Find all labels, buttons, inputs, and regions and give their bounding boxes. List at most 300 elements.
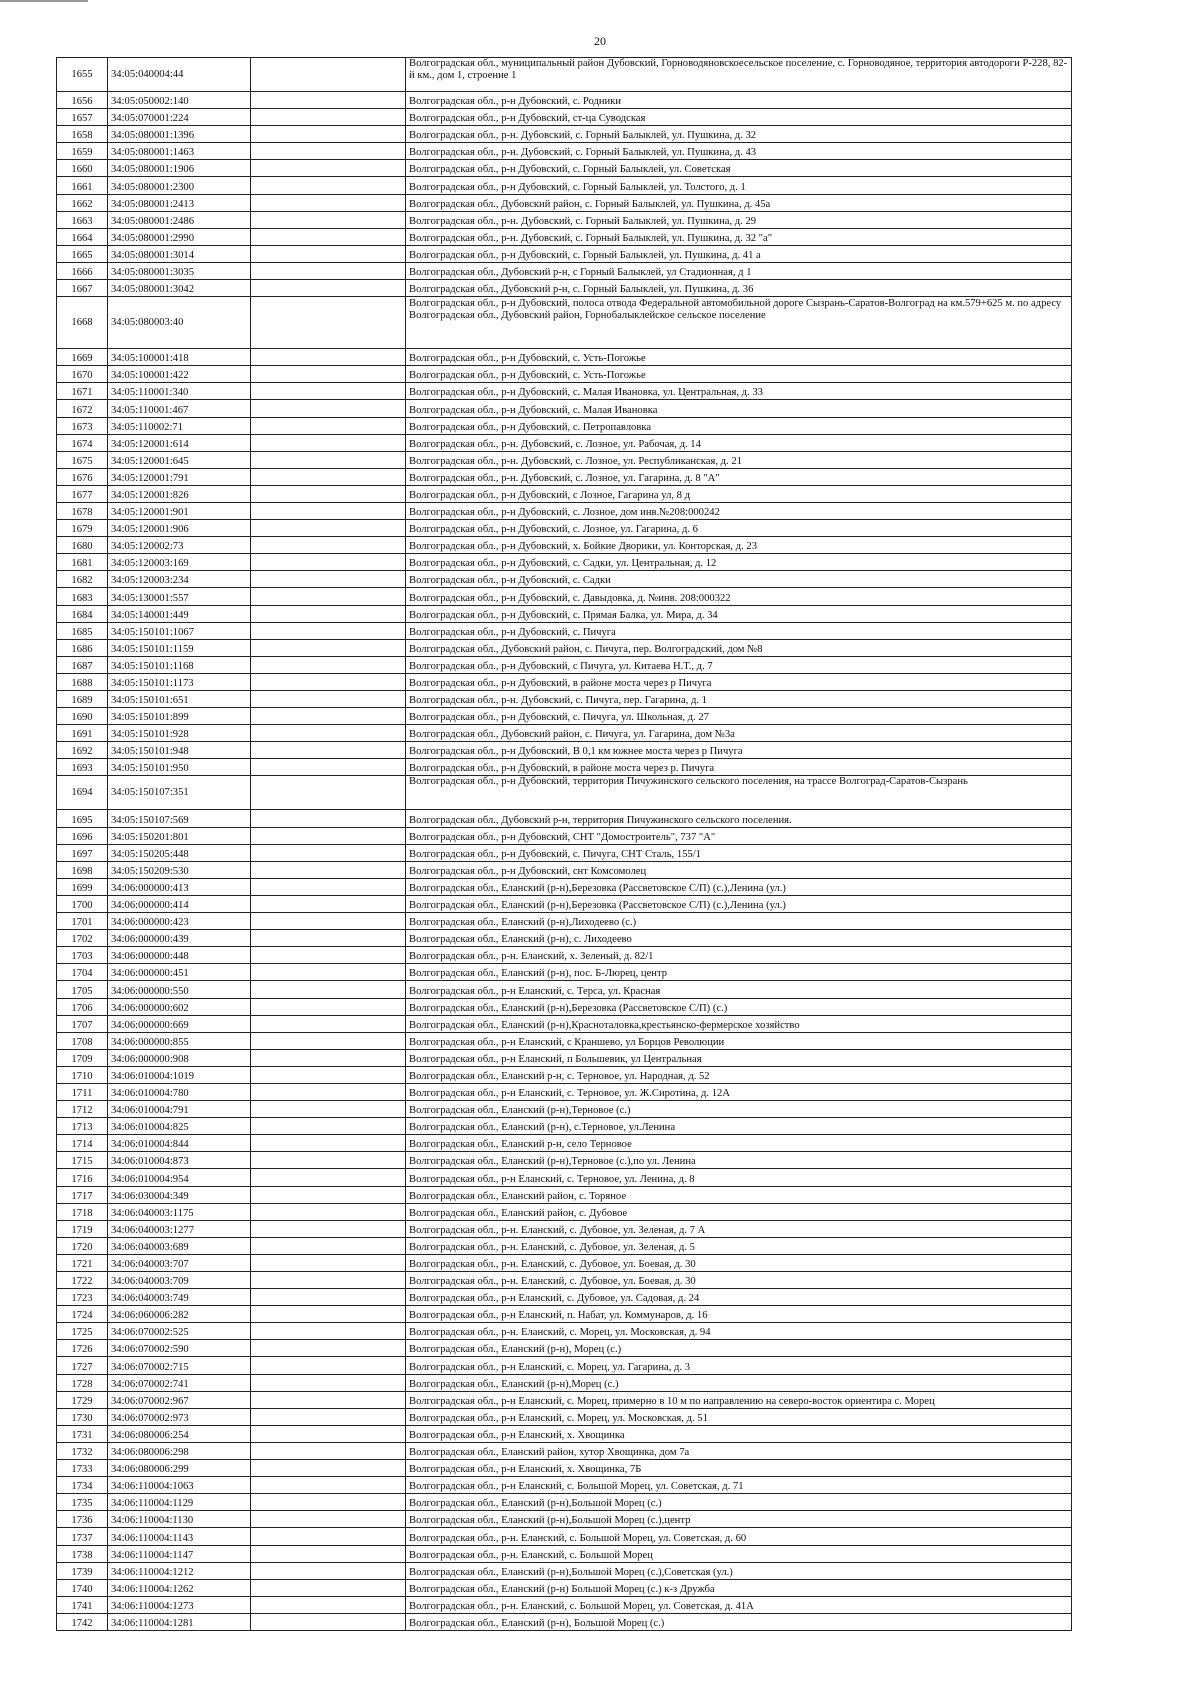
table-row	[57, 1477, 1072, 1494]
table-row	[57, 554, 1072, 571]
address-cell: Волгоградская обл., р-н Дубовский, в районе моста через р. Пичуга	[406, 759, 1072, 776]
address-cell: Волгоградская обл., р-н Дубовский, В 0,1 км южнее моста через р Пичуга	[406, 742, 1072, 759]
table-row	[57, 776, 1072, 810]
row-number-cell: 1670	[57, 366, 108, 383]
empty-cell	[251, 878, 406, 895]
address-cell: Волгоградская обл., р-н. Еланский, с. Большой Морец, ул. Советская, д. 41А	[406, 1596, 1072, 1613]
row-number-cell: 1719	[57, 1220, 108, 1237]
cadastral-number-cell: 34:06:110004:1129	[108, 1494, 251, 1511]
row-number-cell: 1691	[57, 725, 108, 742]
row-number-cell: 1703	[57, 947, 108, 964]
empty-cell	[251, 1442, 406, 1459]
table-row	[57, 1186, 1072, 1203]
empty-cell	[251, 1528, 406, 1545]
cadastral-number-cell: 34:05:120001:791	[108, 468, 251, 485]
table-row	[57, 913, 1072, 930]
address-cell: Волгоградская обл., Дубовский район, с. Пичуга, пер. Волгоградский, дом №8	[406, 639, 1072, 656]
address-cell: Волгоградская обл., р-н. Дубовский, с. Горный Балыклей, ул. Пушкина, д. 32 "а"	[406, 228, 1072, 245]
cadastral-number-cell: 34:05:150201:801	[108, 827, 251, 844]
row-number-cell: 1726	[57, 1340, 108, 1357]
cadastral-number-cell: 34:06:110004:1147	[108, 1545, 251, 1562]
address-cell: Волгоградская обл., Еланский (р-н),Березовка (Рассветовское С/П) (с.)	[406, 998, 1072, 1015]
table-row	[57, 1289, 1072, 1306]
cadastral-number-cell: 34:06:040003:689	[108, 1237, 251, 1254]
table-row	[57, 1528, 1072, 1545]
table-row	[57, 605, 1072, 622]
table-row	[57, 810, 1072, 827]
empty-cell	[251, 228, 406, 245]
empty-cell	[251, 981, 406, 998]
address-cell: Волгоградская обл., р-н Дубовский, с. Прямая Балка, ул. Мира, д. 34	[406, 605, 1072, 622]
address-cell: Волгоградская обл., р-н. Дубовский, с. Лозное, ул. Рабочая, д. 14	[406, 434, 1072, 451]
table-row	[57, 1494, 1072, 1511]
cadastral-number-cell: 34:05:140001:449	[108, 605, 251, 622]
empty-cell	[251, 366, 406, 383]
empty-cell	[251, 126, 406, 143]
cadastral-number-cell: 34:05:080001:3035	[108, 262, 251, 279]
table-row	[57, 1596, 1072, 1613]
address-cell: Волгоградская обл., р-н Дубовский, полоса отвода Федеральной автомобильной дороге Сызрань-Саратов-Волгоград на км.579+625 м. по адресу Волгоградская обл., Дубовский район, Горнобалыклейское сельское поселение	[406, 297, 1072, 349]
cadastral-number-cell: 34:05:120001:906	[108, 520, 251, 537]
cadastral-number-cell: 34:05:150101:1173	[108, 673, 251, 690]
table-row	[57, 160, 1072, 177]
table-row	[57, 92, 1072, 109]
empty-cell	[251, 1408, 406, 1425]
table-row	[57, 1442, 1072, 1459]
row-number-cell: 1739	[57, 1562, 108, 1579]
cadastral-number-cell: 34:06:110004:1063	[108, 1477, 251, 1494]
address-cell: Волгоградская обл., р-н Дубовский, с. Лозное, дом инв.№208:000242	[406, 502, 1072, 519]
row-number-cell: 1707	[57, 1015, 108, 1032]
empty-cell	[251, 998, 406, 1015]
address-cell: Волгоградская обл., р-н Еланский, с Краншево, ул Борцов Революции	[406, 1032, 1072, 1049]
cadastral-number-cell: 34:05:150101:1159	[108, 639, 251, 656]
empty-cell	[251, 1135, 406, 1152]
empty-cell	[251, 1101, 406, 1118]
table-row	[57, 228, 1072, 245]
table-row	[57, 485, 1072, 502]
cadastral-number-cell: 34:05:120001:645	[108, 451, 251, 468]
address-cell: Волгоградская обл., р-н Еланский, с. Морец, ул. Гагарина, д. 3	[406, 1357, 1072, 1374]
empty-cell	[251, 1323, 406, 1340]
cadastral-number-cell: 34:05:080001:1396	[108, 126, 251, 143]
cadastral-number-cell: 34:05:150101:1067	[108, 622, 251, 639]
empty-cell	[251, 554, 406, 571]
row-number-cell: 1677	[57, 485, 108, 502]
empty-cell	[251, 1613, 406, 1630]
table-row	[57, 1220, 1072, 1237]
cadastral-number-cell: 34:05:080001:3014	[108, 245, 251, 262]
address-cell: Волгоградская обл., Еланский район, с. Дубовое	[406, 1203, 1072, 1220]
row-number-cell: 1665	[57, 245, 108, 262]
address-cell: Волгоградская обл., Еланский (р-н), с.Терновое, ул.Ленина	[406, 1118, 1072, 1135]
address-cell: Волгоградская обл., р-н. Еланский, с. Морец, ул. Московская, д. 94	[406, 1323, 1072, 1340]
table-row	[57, 194, 1072, 211]
row-number-cell: 1673	[57, 417, 108, 434]
row-number-cell: 1714	[57, 1135, 108, 1152]
address-cell: Волгоградская обл., р-н. Еланский, с. Дубовое, ул. Зеленая, д. 7 А	[406, 1220, 1072, 1237]
address-cell: Волгоградская обл., р-н Дубовский, с. Лозное, ул. Гагарина, д. 6	[406, 520, 1072, 537]
empty-cell	[251, 1220, 406, 1237]
empty-cell	[251, 895, 406, 912]
table-row	[57, 520, 1072, 537]
table-row	[57, 981, 1072, 998]
table-row	[57, 451, 1072, 468]
table-row	[57, 878, 1072, 895]
table-row	[57, 1015, 1072, 1032]
address-cell: Волгоградская обл., р-н Еланский, с. Морец, примерно в 10 м по направлению на северо-восток ориентира с. Морец	[406, 1391, 1072, 1408]
cadastral-number-cell: 34:06:040003:709	[108, 1272, 251, 1289]
table-row	[57, 656, 1072, 673]
address-cell: Волгоградская обл., р-н Дубовский, с. Горный Балыклей, ул. Пушкина, д. 41 а	[406, 245, 1072, 262]
address-cell: Волгоградская обл., Еланский (р-н),Красноталовка,крестьянско-фермерское хозяйство	[406, 1015, 1072, 1032]
row-number-cell: 1720	[57, 1237, 108, 1254]
row-number-cell: 1708	[57, 1032, 108, 1049]
address-cell: Волгоградская обл., р-н Дубовский, территория Пичужинского сельского поселения, на трассе Волгоград-Саратов-Сызрань	[406, 776, 1072, 810]
address-cell: Волгоградская обл., Дубовский р-н, с Горный Балыклей, ул Стадионная, д 1	[406, 262, 1072, 279]
row-number-cell: 1709	[57, 1049, 108, 1066]
empty-cell	[251, 861, 406, 878]
address-cell: Волгоградская обл., Еланский р-н, село Терновое	[406, 1135, 1072, 1152]
row-number-cell: 1671	[57, 383, 108, 400]
table-row	[57, 673, 1072, 690]
cadastral-number-cell: 34:05:040004:44	[108, 58, 251, 92]
empty-cell	[251, 1169, 406, 1186]
address-cell: Волгоградская обл., р-н. Еланский, с. Большой Морец	[406, 1545, 1072, 1562]
empty-cell	[251, 520, 406, 537]
cadastral-number-cell: 34:06:010004:825	[108, 1118, 251, 1135]
empty-cell	[251, 1015, 406, 1032]
table-row	[57, 691, 1072, 708]
address-cell: Волгоградская обл., муниципальный район Дубовский, Горноводяновскоесельское поселение, с. Горноводяное, территория автодороги Р-228, 82-й км., дом 1, строение 1	[406, 58, 1072, 92]
address-cell: Волгоградская обл., Еланский (р-н), пос. Б-Люрец, центр	[406, 964, 1072, 981]
table-row	[57, 1049, 1072, 1066]
table-row	[57, 126, 1072, 143]
address-cell: Волгоградская обл., р-н. Еланский, с. Большой Морец, ул. Советская, д. 60	[406, 1528, 1072, 1545]
cadastral-number-cell: 34:06:000000:550	[108, 981, 251, 998]
table-row	[57, 1408, 1072, 1425]
empty-cell	[251, 691, 406, 708]
cadastral-number-cell: 34:06:070002:967	[108, 1391, 251, 1408]
empty-cell	[251, 1425, 406, 1442]
address-cell: Волгоградская обл., р-н Еланский, с. Дубовое, ул. Садовая, д. 24	[406, 1289, 1072, 1306]
row-number-cell: 1724	[57, 1306, 108, 1323]
table-row	[57, 400, 1072, 417]
cadastral-number-cell: 34:05:080001:2486	[108, 211, 251, 228]
empty-cell	[251, 639, 406, 656]
table-row	[57, 366, 1072, 383]
empty-cell	[251, 109, 406, 126]
empty-cell	[251, 485, 406, 502]
row-number-cell: 1669	[57, 349, 108, 366]
table-row	[57, 1340, 1072, 1357]
row-number-cell: 1680	[57, 537, 108, 554]
table-row	[57, 571, 1072, 588]
empty-cell	[251, 434, 406, 451]
row-number-cell: 1672	[57, 400, 108, 417]
table-row	[57, 1237, 1072, 1254]
empty-cell	[251, 1289, 406, 1306]
cadastral-number-cell: 34:05:150101:651	[108, 691, 251, 708]
address-cell: Волгоградская обл., р-н Еланский, с. Морец, ул. Московская, д. 51	[406, 1408, 1072, 1425]
address-cell: Волгоградская обл., Еланский (р-н), Морец (с.)	[406, 1340, 1072, 1357]
cadastral-number-cell: 34:05:070001:224	[108, 109, 251, 126]
address-cell: Волгоградская обл., Еланский (р-н),Березовка (Рассветовское С/П) (с.),Ленина (ул.)	[406, 895, 1072, 912]
empty-cell	[251, 913, 406, 930]
cadastral-number-cell: 34:06:080006:254	[108, 1425, 251, 1442]
address-cell: Волгоградская обл., Еланский р-н, с. Терновое, ул. Народная, д. 52	[406, 1066, 1072, 1083]
cadastral-number-cell: 34:05:100001:422	[108, 366, 251, 383]
empty-cell	[251, 383, 406, 400]
row-number-cell: 1689	[57, 691, 108, 708]
cadastral-number-cell: 34:05:080001:3042	[108, 280, 251, 297]
address-cell: Волгоградская обл., р-н Дубовский, с. Родники	[406, 92, 1072, 109]
row-number-cell: 1685	[57, 622, 108, 639]
address-cell: Волгоградская обл., Еланский (р-н), Большой Морец (с.)	[406, 1613, 1072, 1630]
row-number-cell: 1738	[57, 1545, 108, 1562]
cadastral-number-cell: 34:06:000000:855	[108, 1032, 251, 1049]
table-row	[57, 1613, 1072, 1630]
empty-cell	[251, 400, 406, 417]
address-cell: Волгоградская обл., р-н Дубовский, снт Комсомолец	[406, 861, 1072, 878]
cadastral-number-cell: 34:05:130001:557	[108, 588, 251, 605]
cadastral-number-cell: 34:05:080003:40	[108, 297, 251, 349]
empty-cell	[251, 1066, 406, 1083]
row-number-cell: 1684	[57, 605, 108, 622]
empty-cell	[251, 844, 406, 861]
empty-cell	[251, 708, 406, 725]
table-row	[57, 861, 1072, 878]
table-row	[57, 1272, 1072, 1289]
row-number-cell: 1656	[57, 92, 108, 109]
scan-corner-mark	[0, 0, 88, 2]
empty-cell	[251, 280, 406, 297]
address-cell: Волгоградская обл., Еланский (р-н), с. Лиходеево	[406, 930, 1072, 947]
row-number-cell: 1740	[57, 1579, 108, 1596]
cadastral-number-cell: 34:05:050002:140	[108, 92, 251, 109]
row-number-cell: 1688	[57, 673, 108, 690]
empty-cell	[251, 656, 406, 673]
empty-cell	[251, 1477, 406, 1494]
table-row	[57, 109, 1072, 126]
row-number-cell: 1663	[57, 211, 108, 228]
row-number-cell: 1701	[57, 913, 108, 930]
table-row	[57, 1357, 1072, 1374]
cadastral-number-cell: 34:05:150107:569	[108, 810, 251, 827]
table-row	[57, 1083, 1072, 1100]
table-row	[57, 1254, 1072, 1271]
empty-cell	[251, 297, 406, 349]
address-cell: Волгоградская обл., р-н. Еланский, с. Дубовое, ул. Боевая, д. 30	[406, 1272, 1072, 1289]
empty-cell	[251, 1152, 406, 1169]
address-cell: Волгоградская обл., р-н Еланский, п Большевик, ул Центральная	[406, 1049, 1072, 1066]
row-number-cell: 1687	[57, 656, 108, 673]
empty-cell	[251, 588, 406, 605]
row-number-cell: 1711	[57, 1083, 108, 1100]
table-row	[57, 1306, 1072, 1323]
row-number-cell: 1661	[57, 177, 108, 194]
row-number-cell: 1723	[57, 1289, 108, 1306]
address-cell: Волгоградская обл., Еланский район, хутор Хвощинка, дом 7а	[406, 1442, 1072, 1459]
address-cell: Волгоградская обл., р-н Дубовский, с. Садки, ул. Центральная, д. 12	[406, 554, 1072, 571]
cadastral-number-cell: 34:05:150209:530	[108, 861, 251, 878]
empty-cell	[251, 1562, 406, 1579]
cadastral-number-cell: 34:06:010004:844	[108, 1135, 251, 1152]
row-number-cell: 1700	[57, 895, 108, 912]
table-row	[57, 58, 1072, 92]
row-number-cell: 1696	[57, 827, 108, 844]
table-row	[57, 1545, 1072, 1562]
table-row	[57, 827, 1072, 844]
row-number-cell: 1697	[57, 844, 108, 861]
row-number-cell: 1736	[57, 1511, 108, 1528]
address-cell: Волгоградская обл., Еланский (р-н),Большой Морец (с.)	[406, 1494, 1072, 1511]
address-cell: Волгоградская обл., р-н Еланский, х. Хвощинка, 7Б	[406, 1460, 1072, 1477]
cadastral-number-cell: 34:05:080001:2413	[108, 194, 251, 211]
row-number-cell: 1712	[57, 1101, 108, 1118]
address-cell: Волгоградская обл., Еланский (р-н),Терновое (с.)	[406, 1101, 1072, 1118]
row-number-cell: 1659	[57, 143, 108, 160]
table-row	[57, 297, 1072, 349]
cadastral-number-cell: 34:06:110004:1143	[108, 1528, 251, 1545]
empty-cell	[251, 827, 406, 844]
empty-cell	[251, 143, 406, 160]
row-number-cell: 1693	[57, 759, 108, 776]
row-number-cell: 1666	[57, 262, 108, 279]
address-cell: Волгоградская обл., р-н. Дубовский, с. Лозное, ул. Гагарина, д. 8 "А"	[406, 468, 1072, 485]
cadastral-number-cell: 34:06:010004:954	[108, 1169, 251, 1186]
address-cell: Волгоградская обл., р-н Дубовский, ст-ца Суводская	[406, 109, 1072, 126]
table-row	[57, 280, 1072, 297]
address-cell: Волгоградская обл., р-н. Дубовский, с. Горный Балыклей, ул. Пушкина, д. 43	[406, 143, 1072, 160]
page-number: 20	[594, 34, 606, 48]
table-row	[57, 1101, 1072, 1118]
cadastral-number-cell: 34:06:110004:1130	[108, 1511, 251, 1528]
table-row	[57, 998, 1072, 1015]
cadastral-number-cell: 34:06:000000:448	[108, 947, 251, 964]
cadastral-number-cell: 34:06:010004:873	[108, 1152, 251, 1169]
row-number-cell: 1741	[57, 1596, 108, 1613]
empty-cell	[251, 537, 406, 554]
cadastral-number-cell: 34:06:110004:1212	[108, 1562, 251, 1579]
empty-cell	[251, 211, 406, 228]
row-number-cell: 1667	[57, 280, 108, 297]
address-cell: Волгоградская обл., р-н Дубовский, х. Бойкие Дворики, ул. Конторская, д. 23	[406, 537, 1072, 554]
address-cell: Волгоградская обл., р-н Дубовский, с. Горный Балыклей, ул. Советская	[406, 160, 1072, 177]
row-number-cell: 1694	[57, 776, 108, 810]
table-row	[57, 211, 1072, 228]
empty-cell	[251, 1237, 406, 1254]
row-number-cell: 1716	[57, 1169, 108, 1186]
empty-cell	[251, 930, 406, 947]
table-row	[57, 964, 1072, 981]
row-number-cell: 1742	[57, 1613, 108, 1630]
cadastral-number-cell: 34:06:110004:1262	[108, 1579, 251, 1596]
address-cell: Волгоградская обл., Дубовский район, с. Пичуга, ул. Гагарина, дом №3а	[406, 725, 1072, 742]
address-cell: Волгоградская обл., р-н. Дубовский, с. Горный Балыклей, ул. Пушкина, д. 32	[406, 126, 1072, 143]
table-row	[57, 434, 1072, 451]
row-number-cell: 1732	[57, 1442, 108, 1459]
empty-cell	[251, 810, 406, 827]
cadastral-number-cell: 34:06:000000:908	[108, 1049, 251, 1066]
address-cell: Волгоградская обл., Дубовский р-н, с. Горный Балыклей, ул. Пушкина, д. 36	[406, 280, 1072, 297]
address-cell: Волгоградская обл., Еланский (р-н),Терновое (с.),по ул. Ленина	[406, 1152, 1072, 1169]
address-cell: Волгоградская обл., р-н Дубовский, с. Усть-Погожье	[406, 366, 1072, 383]
empty-cell	[251, 1272, 406, 1289]
cadastral-number-cell: 34:05:120003:234	[108, 571, 251, 588]
cadastral-number-cell: 34:06:000000:602	[108, 998, 251, 1015]
row-number-cell: 1735	[57, 1494, 108, 1511]
row-number-cell: 1730	[57, 1408, 108, 1425]
cadastral-number-cell: 34:06:070002:741	[108, 1374, 251, 1391]
row-number-cell: 1721	[57, 1254, 108, 1271]
cadastral-number-cell: 34:06:010004:791	[108, 1101, 251, 1118]
table-row	[57, 1579, 1072, 1596]
address-cell: Волгоградская обл., р-н Дубовский, с. Пичуга, ул. Школьная, д. 27	[406, 708, 1072, 725]
empty-cell	[251, 605, 406, 622]
address-cell: Волгоградская обл., р-н. Еланский, с. Дубовое, ул. Боевая, д. 30	[406, 1254, 1072, 1271]
table-row	[57, 1152, 1072, 1169]
table-row	[57, 1425, 1072, 1442]
table-row	[57, 725, 1072, 742]
row-number-cell: 1675	[57, 451, 108, 468]
address-cell: Волгоградская обл., р-н Дубовский, с. Пичуга	[406, 622, 1072, 639]
row-number-cell: 1733	[57, 1460, 108, 1477]
address-cell: Волгоградская обл., р-н Дубовский, с. Садки	[406, 571, 1072, 588]
table-row	[57, 588, 1072, 605]
empty-cell	[251, 1083, 406, 1100]
empty-cell	[251, 349, 406, 366]
cadastral-number-cell: 34:05:150101:928	[108, 725, 251, 742]
row-number-cell: 1686	[57, 639, 108, 656]
table-row	[57, 639, 1072, 656]
empty-cell	[251, 1049, 406, 1066]
row-number-cell: 1728	[57, 1374, 108, 1391]
row-number-cell: 1690	[57, 708, 108, 725]
address-cell: Волгоградская обл., р-н Дубовский, с. Малая Ивановка, ул. Центральная, д. 33	[406, 383, 1072, 400]
registry-table	[56, 57, 1072, 1631]
address-cell: Волгоградская обл., р-н Дубовский, с. Усть-Погожье	[406, 349, 1072, 366]
empty-cell	[251, 468, 406, 485]
address-cell: Волгоградская обл., р-н Дубовский, СНТ "Домостроитель", 737 "А"	[406, 827, 1072, 844]
table-row	[57, 742, 1072, 759]
empty-cell	[251, 1579, 406, 1596]
table-row	[57, 143, 1072, 160]
row-number-cell: 1727	[57, 1357, 108, 1374]
table-row	[57, 468, 1072, 485]
table-row	[57, 1203, 1072, 1220]
empty-cell	[251, 1340, 406, 1357]
address-cell: Волгоградская обл., Еланский (р-н),Лиходеево (с.)	[406, 913, 1072, 930]
empty-cell	[251, 194, 406, 211]
row-number-cell: 1729	[57, 1391, 108, 1408]
cadastral-number-cell: 34:06:070002:973	[108, 1408, 251, 1425]
row-number-cell: 1718	[57, 1203, 108, 1220]
empty-cell	[251, 1391, 406, 1408]
empty-cell	[251, 451, 406, 468]
address-cell: Волгоградская обл., р-н Дубовский, с. Пичуга, СНТ Сталь, 155/1	[406, 844, 1072, 861]
cadastral-number-cell: 34:06:060006:282	[108, 1306, 251, 1323]
cadastral-number-cell: 34:06:000000:439	[108, 930, 251, 947]
row-number-cell: 1662	[57, 194, 108, 211]
address-cell: Волгоградская обл., Еланский (р-н) Большой Морец (с.) к-з Дружба	[406, 1579, 1072, 1596]
row-number-cell: 1704	[57, 964, 108, 981]
address-cell: Волгоградская обл., р-н. Дубовский, с. Горный Балыклей, ул. Пушкина, д. 29	[406, 211, 1072, 228]
cadastral-number-cell: 34:06:040003:707	[108, 1254, 251, 1271]
empty-cell	[251, 58, 406, 92]
empty-cell	[251, 502, 406, 519]
address-cell: Волгоградская обл., Еланский район, с. Торяное	[406, 1186, 1072, 1203]
